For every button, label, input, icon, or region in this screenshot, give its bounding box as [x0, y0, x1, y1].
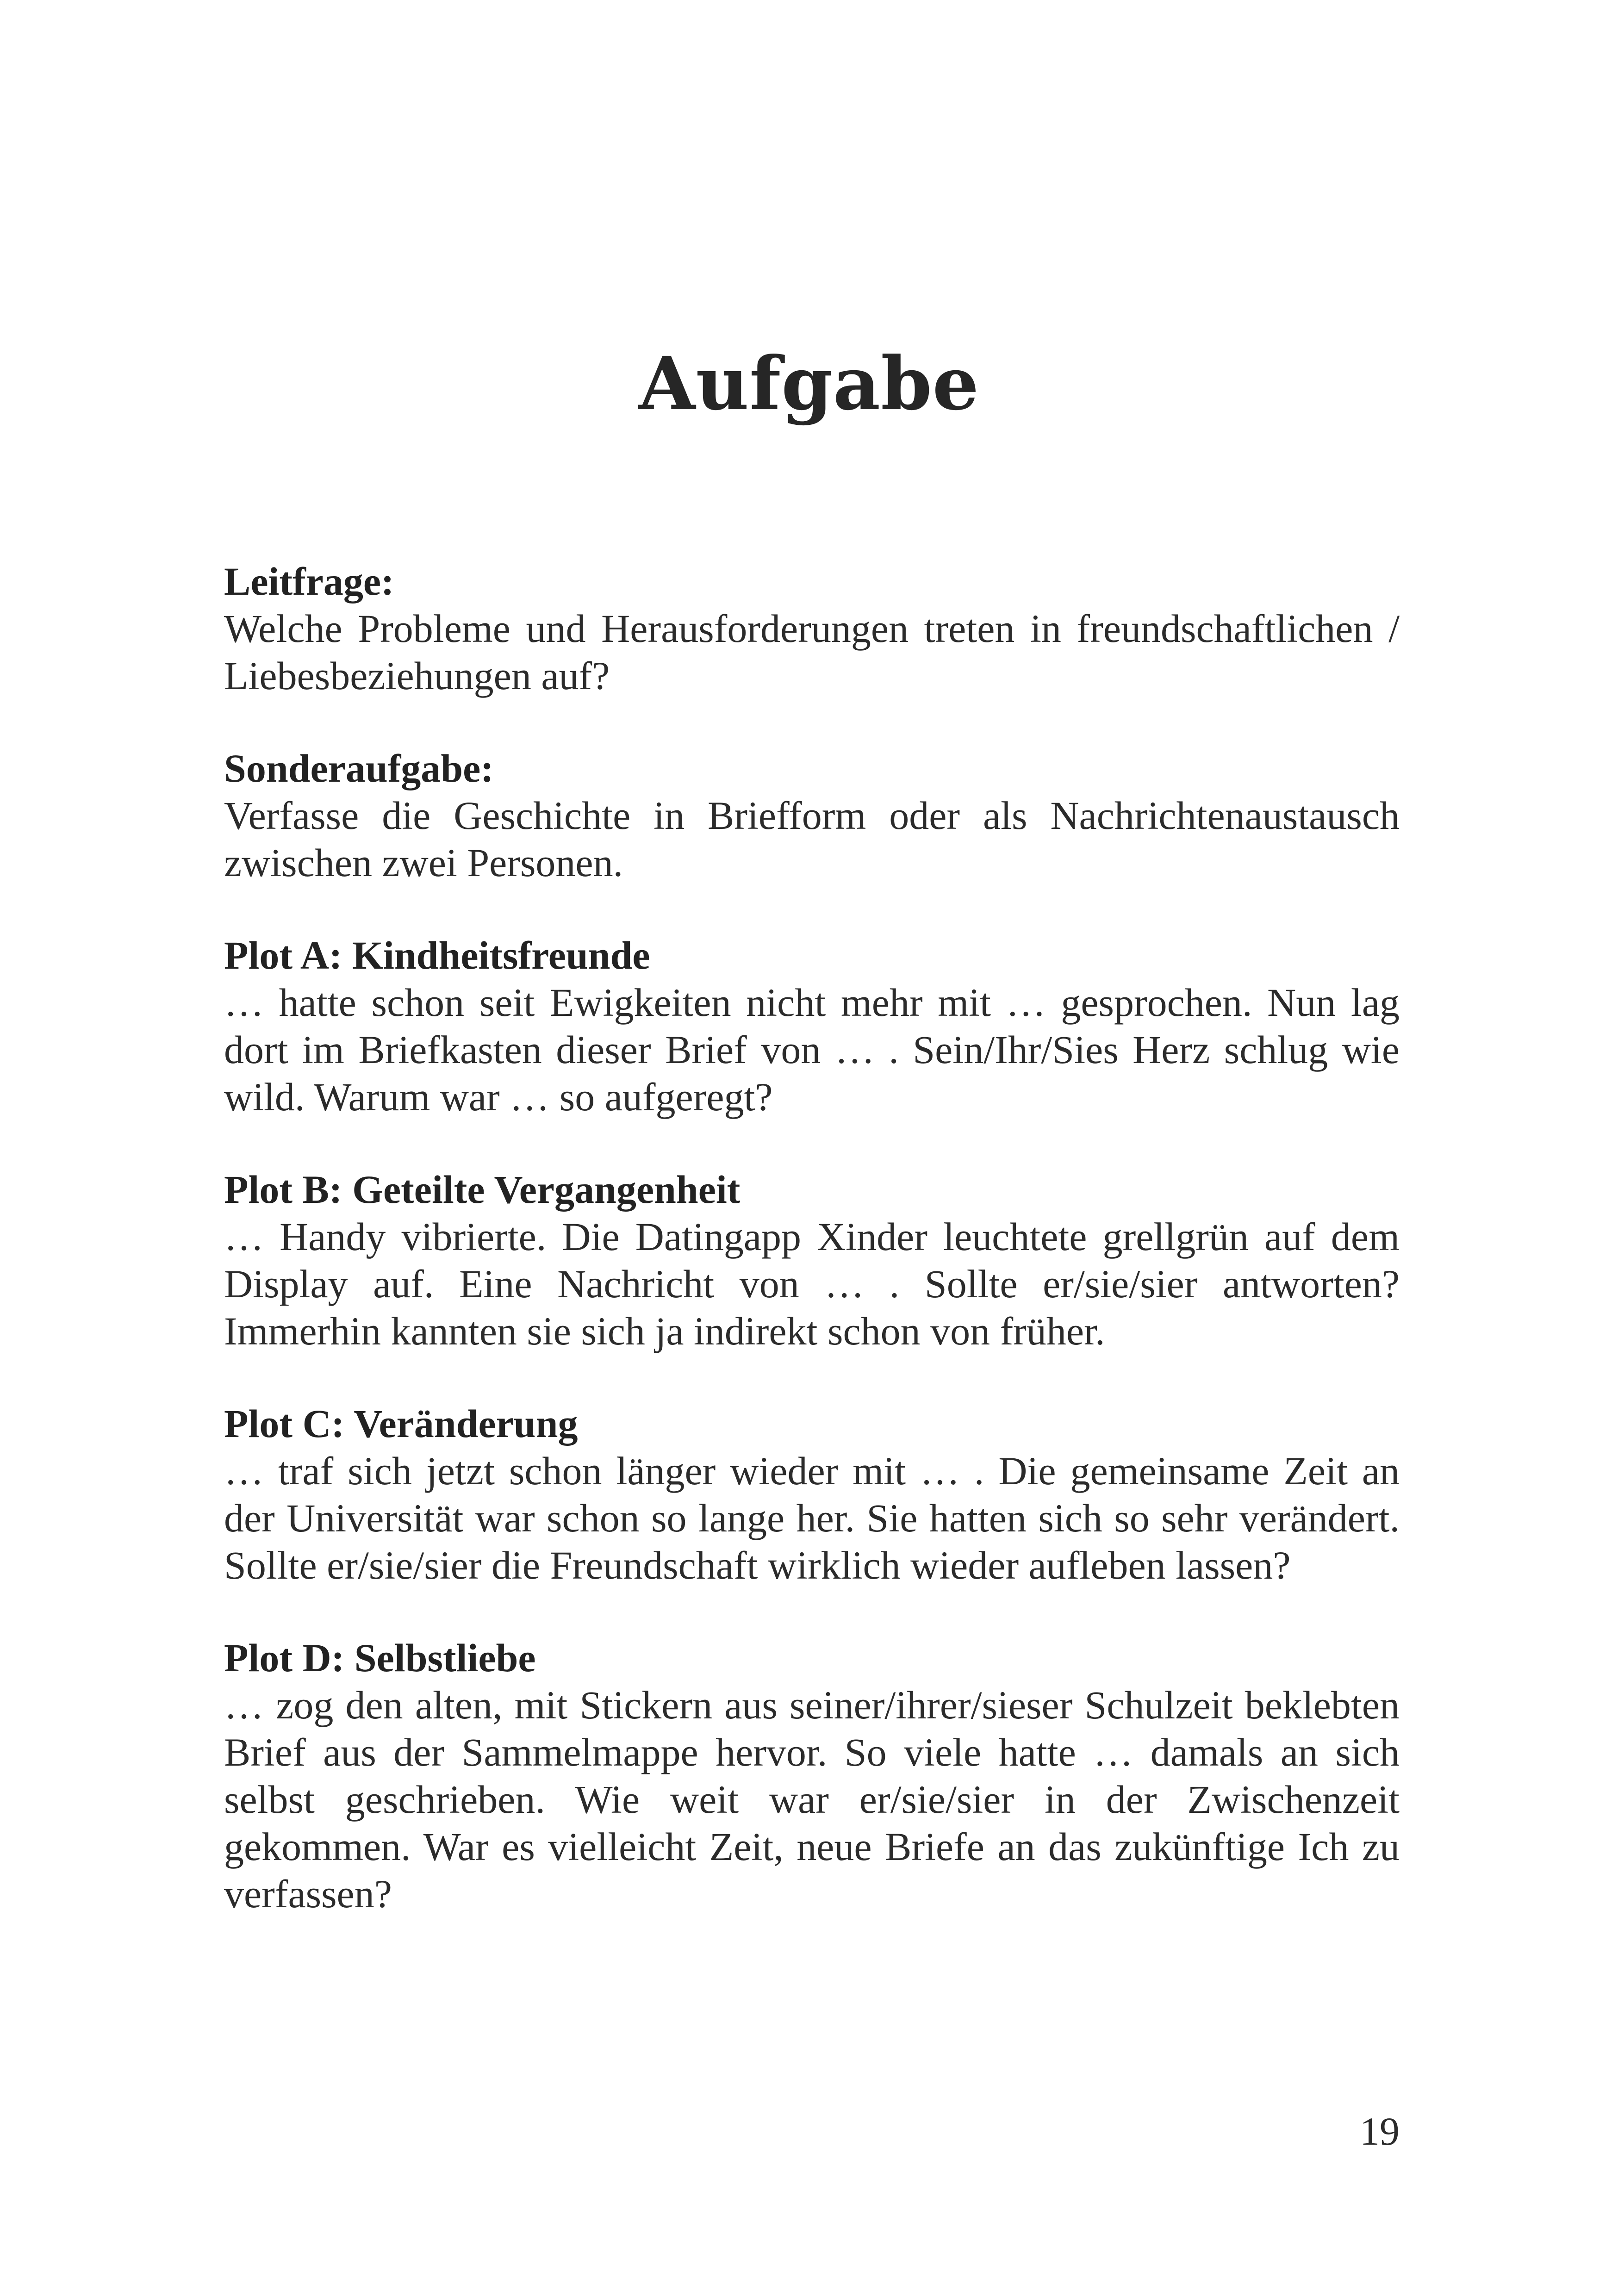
section-plot-b	[224, 1166, 1400, 1355]
section-text: Verfasse die Geschichte in Briefform oder als Nachrichtenaustausch zwischen zwei Personen.	[224, 793, 1400, 885]
section-plot-a	[224, 932, 1400, 1120]
section-plot-c	[224, 1400, 1400, 1589]
section-sonderaufgabe	[224, 745, 1400, 886]
section-heading: Plot D: Selbstliebe	[224, 1636, 536, 1680]
section-heading: Sonderaufgabe:	[224, 746, 494, 790]
section-heading: Plot A: Kindheitsfreunde	[224, 933, 650, 977]
section-heading: Plot C: Veränderung	[224, 1401, 578, 1446]
section-text: … zog den alten, mit Stickern aus seiner/ihrer/sieser Schulzeit beklebten Brief aus der Sammelmappe hervor. So viele hatte … damals an sich selbst geschrieben. Wie weit war er/sie/sier in der Zwischenzeit gekommen. War es vielleicht Zeit, neue Briefe an das zukünftige Ich zu verfassen?	[224, 1683, 1400, 1916]
section-text: … Handy vibrierte. Die Datingapp Xinder leuchtete grellgrün auf dem Display auf. Eine Nachricht von … . Sollte er/sie/sier antworten? Immerhin kannten sie sich ja indirekt schon von früher.	[224, 1214, 1400, 1353]
task-content	[224, 558, 1400, 1963]
section-heading: Plot B: Geteilte Vergangenheit	[224, 1167, 741, 1212]
section-leitfrage	[224, 558, 1400, 699]
page-title: Aufgabe	[638, 341, 980, 427]
section-text: … traf sich jetzt schon länger wieder mit … . Die gemeinsame Zeit an der Universität war schon so lange her. Sie hatten sich so sehr verändert. Sollte er/sie/sier die Freundschaft wirklich wieder aufleben lassen?	[224, 1449, 1400, 1587]
section-text: … hatte schon seit Ewigkeiten nicht mehr mit … gesprochen. Nun lag dort im Briefkasten dieser Brief von … . Sein/Ihr/Sies Herz schlug wie wild. Warum war … so aufgeregt?	[224, 980, 1400, 1119]
section-heading: Leitfrage:	[224, 559, 394, 604]
page-number: 19	[1360, 2109, 1400, 2153]
section-plot-d	[224, 1634, 1400, 1917]
section-text: Welche Probleme und Herausforderungen treten in freundschaftlichen / Liebesbeziehungen auf?	[224, 606, 1400, 698]
